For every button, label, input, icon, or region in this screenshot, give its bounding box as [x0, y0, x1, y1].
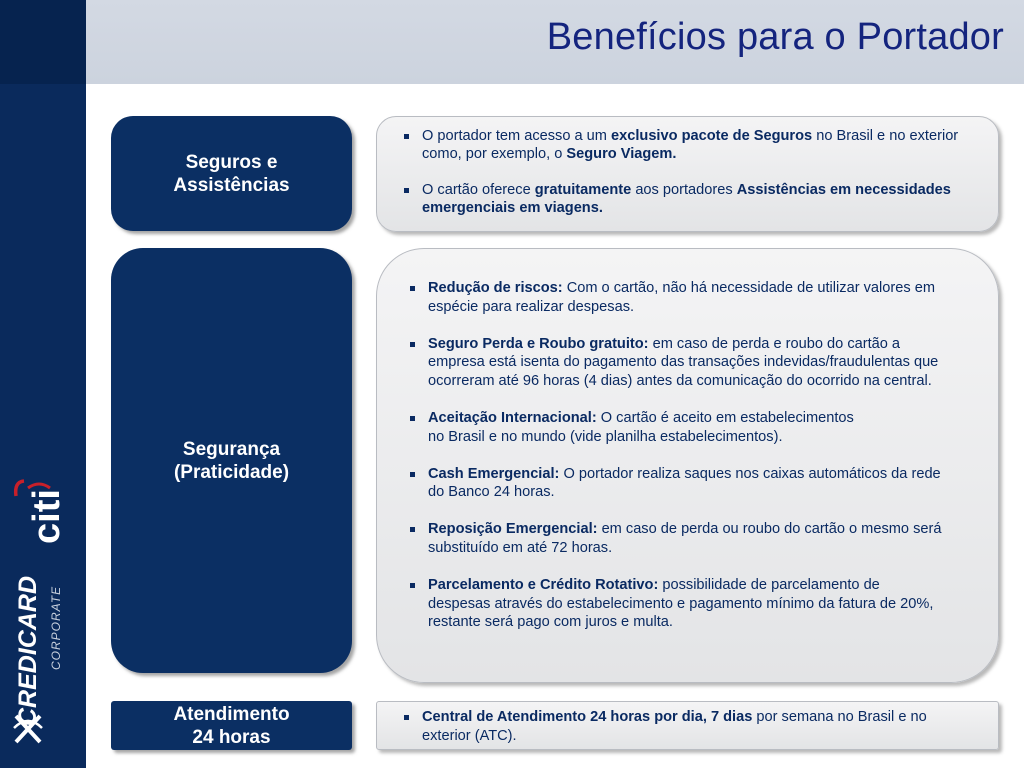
section-label-line: Segurança	[182, 438, 281, 460]
section-label-line: Seguros e	[185, 151, 278, 173]
item-text: O portador realiza saques nos caixas automáticos da rede do Banco 24 horas.	[428, 465, 941, 501]
section-label-line: Atendimento	[173, 703, 290, 725]
item-bold-text: Assistências em necessidades emergenciais em viagens.	[422, 182, 951, 216]
credicard-symbol-icon	[14, 716, 42, 742]
item-bold-text: Central de Atendimento 24 horas por dia, 7 dias	[422, 709, 753, 725]
section-label-seguranca	[111, 248, 352, 673]
section-label-seguros	[111, 116, 352, 231]
list-item	[407, 520, 946, 558]
sidebar-top-block	[0, 0, 86, 84]
section-content-seguros	[376, 116, 999, 232]
citi-logo	[6, 478, 70, 548]
item-text: por semana no Brasil e no exterior (ATC).	[422, 709, 927, 744]
item-bold-text: Redução de riscos:	[428, 280, 563, 296]
section-label-atendimento	[111, 701, 352, 750]
item-text: O cartão oferece	[422, 182, 535, 198]
list-item	[401, 181, 974, 217]
benefit-list	[407, 279, 946, 632]
credicard-corporate-logo	[10, 566, 76, 746]
benefit-list	[401, 708, 970, 746]
list-item	[401, 708, 970, 746]
list-item	[407, 465, 946, 503]
section-label-line: Assistências	[173, 174, 290, 196]
corporate-wordmark: CORPORATE	[49, 585, 63, 670]
citi-wordmark: citi	[26, 489, 68, 544]
item-text: em caso de perda ou roubo do cartão o mesmo será substituído em até 72 horas.	[428, 521, 942, 556]
section-content-atendimento	[376, 701, 999, 750]
list-item	[407, 279, 946, 317]
item-bold-text: exclusivo pacote de Seguros	[611, 128, 813, 144]
list-item	[407, 335, 946, 391]
item-text: O portador tem acesso a um	[422, 128, 611, 144]
item-text: possibilidade de parcelamento de despesas através do estabelecimento e pagamento mínimo da fatura de 20%, restante será pago com juros e multa.	[428, 576, 934, 631]
item-bold-text: Seguro Perda e Roubo gratuito:	[428, 335, 649, 352]
item-text: O cartão é aceito em estabelecimentos no Brasil e no mundo (vide planilha estabelecimentos).	[428, 409, 854, 445]
list-item	[401, 127, 974, 163]
item-bold-text: gratuitamente	[534, 182, 632, 198]
list-item	[407, 576, 946, 632]
item-bold-text: Aceitação Internacional:	[428, 409, 597, 426]
item-bold-text: Parcelamento e Crédito Rotativo:	[428, 576, 659, 593]
item-bold-text: Seguro Viagem.	[566, 146, 677, 162]
left-sidebar	[0, 0, 86, 768]
header-bar	[86, 0, 1024, 84]
item-text: em caso de perda e roubo do cartão a empresa está isenta do pagamento das transações indevidas/fraudulentas que ocorreram até 96 horas (4 dias) antes da comunicação do ocorrido na central.	[428, 335, 939, 390]
item-text: no Brasil e no exterior como, por exemplo, o	[422, 128, 959, 162]
item-text: Com o cartão, não há necessidade de utilizar valores em espécie para realizar despesas.	[428, 280, 935, 315]
credicard-wordmark: CREDICARD	[14, 576, 42, 726]
item-text: aos portadores	[631, 182, 737, 198]
item-bold-text: Reposição Emergencial:	[428, 521, 598, 538]
list-item	[407, 409, 946, 447]
section-label-line: (Praticidade)	[173, 461, 290, 483]
section-label-line: 24 horas	[192, 726, 271, 748]
section-content-seguranca	[376, 248, 999, 683]
page-title: Benefícios para o Portador	[546, 16, 1004, 58]
benefit-list	[401, 127, 974, 217]
item-bold-text: Cash Emergencial:	[428, 465, 560, 482]
